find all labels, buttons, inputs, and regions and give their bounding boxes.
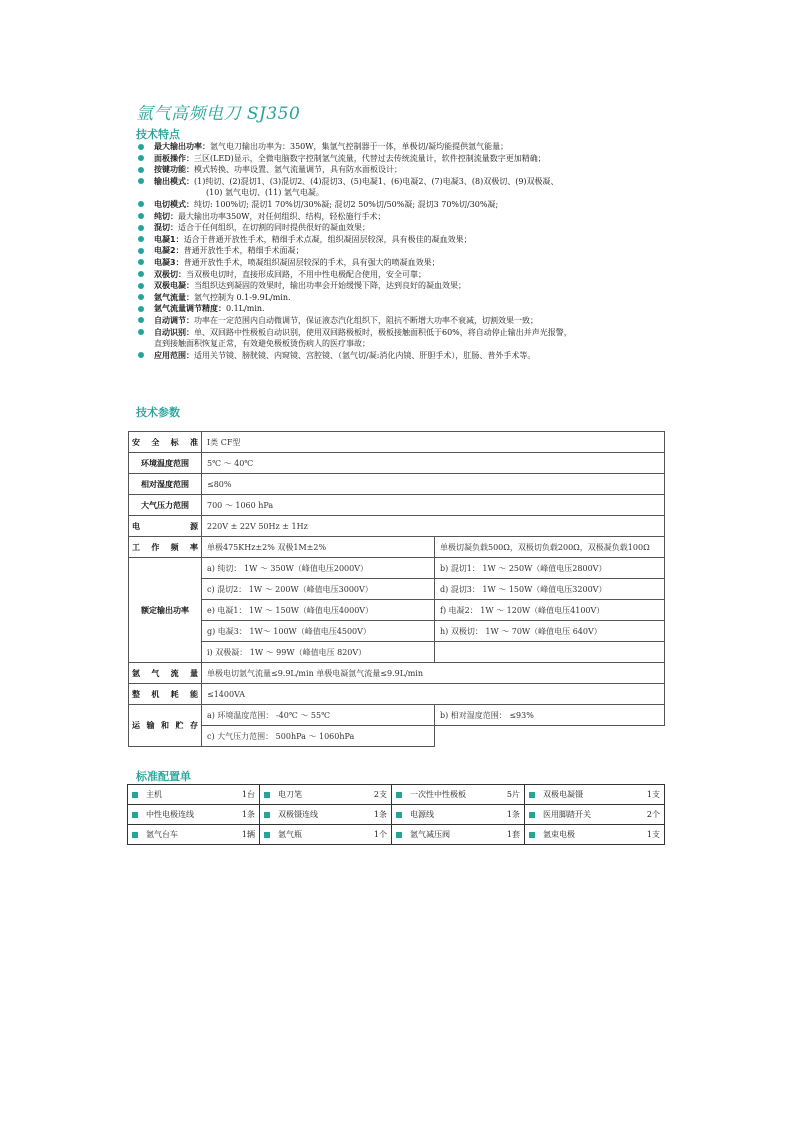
feature-label: 氩气流量： [154,292,194,302]
param-label: 安 全 标 准 [129,432,202,453]
feature-text: 功率在一定范围内自动微调节，保证液态汽化组织下，阻抗不断增大功率不衰减，切割效果一致； [194,315,538,325]
feature-item [136,315,676,327]
config-item-qty: 1支 [646,830,660,839]
feature-item [136,257,676,269]
param-value: ≤1400VA [202,684,665,705]
features-heading: 技术特点 [136,128,180,141]
feature-label: 混切： [154,223,178,233]
feature-label: 纯切： [154,211,178,221]
feature-label: 双极电凝： [154,281,194,291]
params-table [128,431,665,747]
param-row-pressure [129,495,665,516]
empty-cell [435,726,665,747]
output-mode-cell: c) 混切2： 1W ～ 200W（峰值电压3000V） [202,579,435,600]
config-item-qty: 1套 [506,830,520,839]
config-item [525,825,665,845]
config-item-qty: 5片 [506,790,520,799]
bullet-icon [138,329,144,335]
config-item [128,825,260,845]
config-row [128,785,665,805]
bullet-icon [138,178,144,184]
output-mode-cell: e) 电凝1： 1W ～ 150W（峰值电压4000V） [202,600,435,621]
feature-text: 普通开放性手术，喷凝组织凝固层较深的手术，具有强大的喷凝血效果； [183,257,440,267]
param-label: 电 源 [129,516,202,537]
param-row-frequency [129,537,665,558]
output-mode-cell: a) 纯切： 1W ～ 350W（峰值电压2000V） [202,558,435,579]
square-bullet-icon [529,812,535,818]
param-value: Ⅰ类 CF型 [202,432,665,453]
config-item [260,785,392,805]
config-item [260,825,392,845]
config-item-name: 氩气减压阀 [410,830,450,839]
transport-pressure: c) 大气压力范围： 500hPa ～ 1060hPa [202,726,435,747]
param-row-rated-output [129,579,665,600]
feature-item [136,176,676,199]
config-item-name: 氩束电极 [543,830,575,839]
output-mode-cell [435,642,665,663]
feature-item [136,350,676,362]
config-item-qty: 1辆 [241,830,255,839]
param-row-safety [129,432,665,453]
transport-humidity: b) 相对湿度范围： ≤93% [435,705,665,726]
config-item-qty: 1支 [646,790,660,799]
feature-text: 适合于任何组织，在切割的同时提供很好的凝血效果； [178,223,370,233]
param-row-rated-output [129,558,665,579]
feature-item [136,327,676,350]
feature-item [136,245,676,257]
square-bullet-icon [529,792,535,798]
bullet-icon [138,213,144,219]
feature-text: 模式转换、功率设置、氩气流量调节，具有防水面板设计； [194,165,402,175]
param-value: 5℃ ～ 40℃ [202,453,665,474]
feature-item [136,234,676,246]
config-item-name: 主机 [146,790,162,799]
config-item-name: 氩气台车 [146,830,178,839]
config-table [127,784,665,845]
param-row-power-consumption [129,684,665,705]
param-value: 700 ～ 1060 hPa [202,495,665,516]
bullet-icon [138,271,144,277]
square-bullet-icon [132,792,138,798]
config-item [525,805,665,825]
feature-text: 单、双回路中性极板自动识别，使用双回路极板时，极板接触面积低于60%，将自动停止输出并声光报警， [194,327,572,337]
feature-text: 适合于普通开放性手术，精细手术点凝，组织凝固层较深，具有极佳的凝血效果； [183,234,472,244]
param-row-transport [129,726,665,747]
param-label: 整 机 耗 能 [129,684,202,705]
config-item-name: 双极镊连线 [278,810,318,819]
feature-label: 电凝2： [154,246,184,256]
feature-item [136,269,676,281]
bullet-icon [138,201,144,207]
feature-text-continued: (10) 氩气电切、(11) 氩气电凝。 [206,188,324,198]
feature-label: 输出模式： [154,176,194,186]
param-row-rated-output [129,621,665,642]
feature-item [136,303,676,315]
bullet-icon [138,317,144,323]
config-item-qty: 1个 [373,830,387,839]
param-label: 运 输 和 贮 存 [129,705,202,747]
bullet-icon [138,283,144,289]
param-value: 单极电切氩气流量≤9.9L/min 单极电凝氩气流量≤9.9L/min [202,663,665,684]
square-bullet-icon [264,812,270,818]
config-item-qty: 2个 [646,810,660,819]
feature-item [136,222,676,234]
config-item [260,805,392,825]
feature-text: 氩气控制为 0.1-9.9L/min. [194,292,291,302]
feature-text: 最大输出功率350W，对任何组织、结构，轻松施行手术； [178,211,386,221]
config-item-name: 一次性中性极板 [410,790,466,799]
feature-label: 最大输出功率： [154,142,210,151]
config-item [392,805,525,825]
config-item-name: 双极电凝镊 [543,790,583,799]
param-row-power-supply [129,516,665,537]
config-item-qty: 1台 [241,790,255,799]
bullet-icon [138,259,144,265]
feature-item [136,280,676,292]
feature-label: 电凝3： [154,257,184,267]
bullet-icon [138,352,144,358]
param-value: 单极475KHz±2% 双极1M±2% [202,537,435,558]
feature-text: (1)纯切、(2)混切1、(3)混切2、(4)混切3、(5)电凝1、(6)电凝2、(7)电凝3、(8)双极切、(9)双极凝、 [194,176,559,186]
page-title: 氩气高频电刀 SJ350 [136,104,301,124]
output-mode-cell: g) 电凝3： 1W～ 100W（峰值电压4500V） [202,621,435,642]
config-item-qty: 2支 [373,790,387,799]
feature-text: 三区(LED)显示，全微电脑数字控制氩气流量，代替过去传统流量计，软件控制流量数字更加精确； [194,153,546,163]
config-item [392,785,525,805]
param-label: 环境温度范围 [129,453,202,474]
transport-temp: a) 环境温度范围： -40℃ ～ 55℃ [202,705,435,726]
output-mode-cell: i) 双极凝： 1W ～ 99W（峰值电压 820V） [202,642,435,663]
config-heading: 标准配置单 [136,770,191,783]
square-bullet-icon [264,832,270,838]
param-label: 氩 气 流 量 [129,663,202,684]
features-list [136,141,676,361]
config-item-name: 氩气瓶 [278,830,302,839]
config-item-name: 电源线 [410,810,434,819]
feature-text-continued: 直到接触面积恢复正常，有效避免极板烫伤病人的医疗事故； [154,339,370,349]
config-item-qty: 1条 [506,810,520,819]
feature-text: 普通开放性手术，精细手术面凝； [183,246,304,256]
feature-item [136,292,676,304]
bullet-icon [138,294,144,300]
feature-label: 双极切： [154,269,186,279]
feature-item [136,211,676,223]
bullet-icon [138,248,144,254]
param-row-rated-output [129,600,665,621]
square-bullet-icon [396,792,402,798]
bullet-icon [138,236,144,242]
param-label: 工 作 频 率 [129,537,202,558]
feature-text: 纯切: 100%切; 混切1 70%切/30%凝; 混切2 50%切/50%凝; 混切3 70%切/30%凝; [194,199,499,209]
param-label: 额定输出功率 [129,558,202,663]
feature-label: 自动调节： [154,315,194,325]
config-item [525,785,665,805]
feature-text: 氩气电刀输出功率为：350W，集氩气控制器于一体，单极切/凝均能提供氩气能量； [210,142,509,151]
feature-label: 按键功能： [154,165,194,175]
config-item-name: 中性电极连线 [146,810,194,819]
bullet-icon [138,144,144,150]
param-row-transport [129,705,665,726]
config-item [128,785,260,805]
feature-item [136,164,676,176]
bullet-icon [138,155,144,161]
feature-label: 电切模式： [154,199,194,209]
square-bullet-icon [264,792,270,798]
config-item-qty: 1条 [241,810,255,819]
feature-label: 电凝1： [154,234,184,244]
feature-text: 当组织达到凝固的效果时，输出功率会开始缓慢下降，达到良好的凝血效果； [194,281,466,291]
config-item-name: 医用脚踏开关 [543,810,591,819]
feature-label: 面板操作： [154,153,194,163]
square-bullet-icon [529,832,535,838]
bullet-icon [138,167,144,173]
param-row-humidity [129,474,665,495]
config-item [128,805,260,825]
param-value: 220V ± 22V 50Hz ± 1Hz [202,516,665,537]
output-mode-cell: d) 混切3： 1W ～ 150W（峰值电压3200V） [435,579,665,600]
feature-text: 适用关节镜、膀胱镜、内窥镜、宫腔镜、（氩气切/凝:消化内镜、肝胆手术），肛肠、普外手术等。 [194,350,536,360]
param-row-argon-flow [129,663,665,684]
bullet-icon [138,225,144,231]
output-mode-cell: f) 电凝2： 1W ～ 120W（峰值电压4100V） [435,600,665,621]
param-label: 相对湿度范围 [129,474,202,495]
square-bullet-icon [132,812,138,818]
params-heading: 技术参数 [136,406,180,419]
param-label: 大气压力范围 [129,495,202,516]
config-row [128,825,665,845]
bullet-icon [138,306,144,312]
feature-label: 应用范围： [154,350,194,360]
config-item [392,825,525,845]
feature-text: 0.1L/min. [226,304,265,314]
square-bullet-icon [396,812,402,818]
param-value: ≤80% [202,474,665,495]
config-item-qty: 1条 [373,810,387,819]
feature-label: 自动识别： [154,327,194,337]
square-bullet-icon [396,832,402,838]
feature-item [136,153,676,165]
feature-label: 氩气流量调节精度： [154,304,226,314]
param-value-load: 单极切凝负载500Ω，双极切负载200Ω，双极凝负载100Ω [435,537,665,558]
square-bullet-icon [132,832,138,838]
config-item-name: 电刀笔 [278,790,302,799]
param-row-rated-output [129,642,665,663]
feature-item [136,199,676,211]
output-mode-cell: h) 双极切： 1W ～ 70W（峰值电压 640V） [435,621,665,642]
config-row [128,805,665,825]
feature-item [136,141,676,153]
feature-text: 当双极电切时，直接形成回路，不用中性电极配合使用，安全可靠； [186,269,426,279]
output-mode-cell: b) 混切1： 1W ～ 250W（峰值电压2800V） [435,558,665,579]
param-row-env-temp [129,453,665,474]
